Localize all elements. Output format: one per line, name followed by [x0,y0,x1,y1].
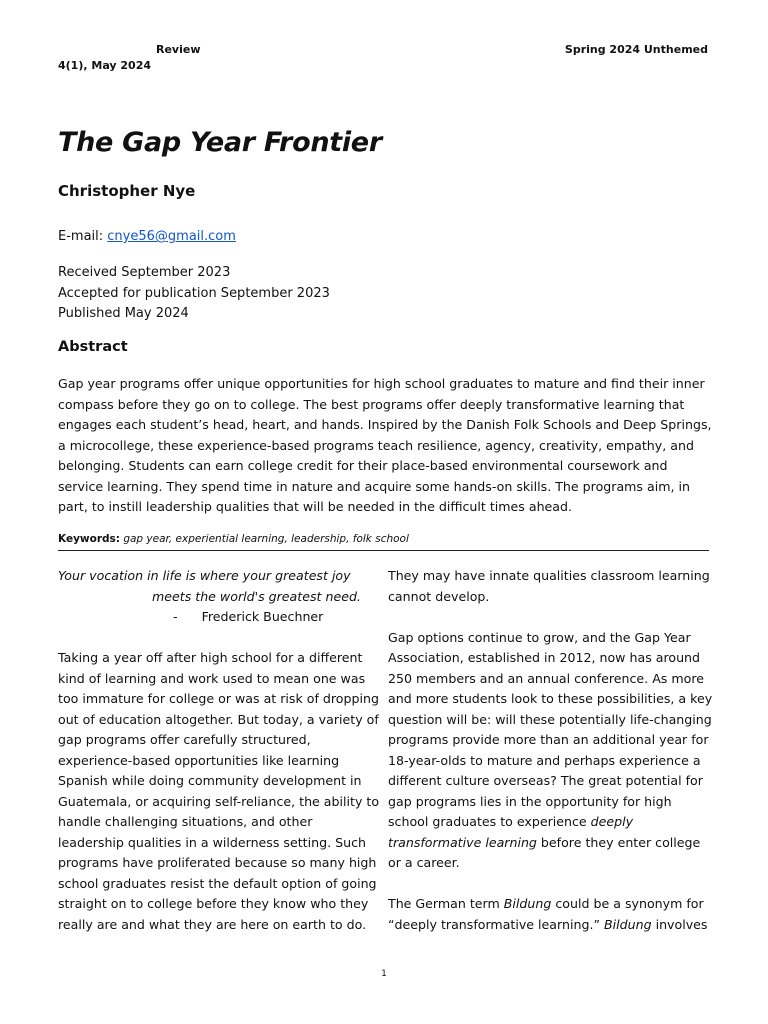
published-date: Published May 2024 [58,306,189,321]
journal-title: Review [156,43,201,56]
accepted-date: Accepted for publication September 2023 [58,286,330,301]
emphasis-text: Bildung [503,896,552,911]
epigraph-author: - Frederick Buechner [173,609,324,624]
email-link[interactable]: cnye56@gmail.com [107,229,236,244]
article-title: The Gap Year Frontier [58,127,382,158]
epigraph-line-2: meets the world's greatest need. [152,588,361,604]
body-paragraph-gap-options [388,628,714,874]
emphasis-text: Bildung [603,916,652,932]
email-label: E-mail: [58,229,108,244]
left-column [58,566,382,935]
body-paragraph: Taking a year off after high school for a different kind of learning and work used to mean one was too immature for college or was at risk of dropping out of education altogether. But today, a variety of gap programs offer carefully structured, experience-based opportunities like learning Spanish while doing community development in Guatemala, or acquiring self-reliance, the ability to handle challenging situations, and other leadership qualities in a wilderness setting. Such programs have proliferated because so many high school graduates resist the default option of going straight on to college before they know who they really are and what they are here on earth to do. [58,650,380,932]
issue-theme: Spring 2024 Unthemed [564,43,708,56]
keywords-label: Keywords: [58,533,120,545]
text-run: Gap options continue to grow, and the Gap Year Association, established in 2012, now has around 250 members and an annual conference. As more and more students look to these possibilities, a key question will be: will these potentially life-changing programs provide more than an additional year for 18-year-olds to mature and perhaps experience a different culture overseas? The great potential for gap programs lies in the opportunity for high school graduates to experience [388,629,713,829]
emphasis-text: deeply transformative learning [388,814,634,850]
abstract-heading: Abstract [58,339,128,355]
epigraph-line-1: Your vocation in life is where your greatest joy [58,568,351,583]
text-run: before they enter college or a career. [388,834,701,870]
text-run: The German term [388,896,504,911]
right-column [388,566,714,935]
keywords-list: gap year, experiential learning, leadership, folk school [119,533,409,545]
abstract-text: Gap year programs offer unique opportunities for high school graduates to mature and find their inner compass before they go on to college. The best programs offer deeply transformative learning that engages each student’s head, heart, and hands. Inspired by the Danish Folk Schools and Deep Springs, a microcollege, these experience-based programs teach resilience, agency, creativity, empathy, and belonging. Students can earn college credit for their place-based environmental coursework and service learning. They spend time in nature and acquire some hands-on skills. The programs aim, in part, to instill leadership qualities that will be needed in the difficult times ahead. [58,376,712,514]
text-run: involves [651,916,708,932]
journal-issue: 4(1), May 2024 [58,59,152,72]
body-paragraph-bildung [388,894,714,935]
keywords-line [58,533,409,545]
email-line [58,229,236,244]
article-author: Christopher Nye [58,182,196,200]
body-paragraph-continued: They may have innate qualities classroom learning cannot develop. [388,568,710,604]
text-run: could be a synonym for “deeply transformative learning.” [388,896,704,932]
page-number: 1 [381,969,387,979]
received-date: Received September 2023 [58,265,231,280]
section-divider [58,550,709,551]
